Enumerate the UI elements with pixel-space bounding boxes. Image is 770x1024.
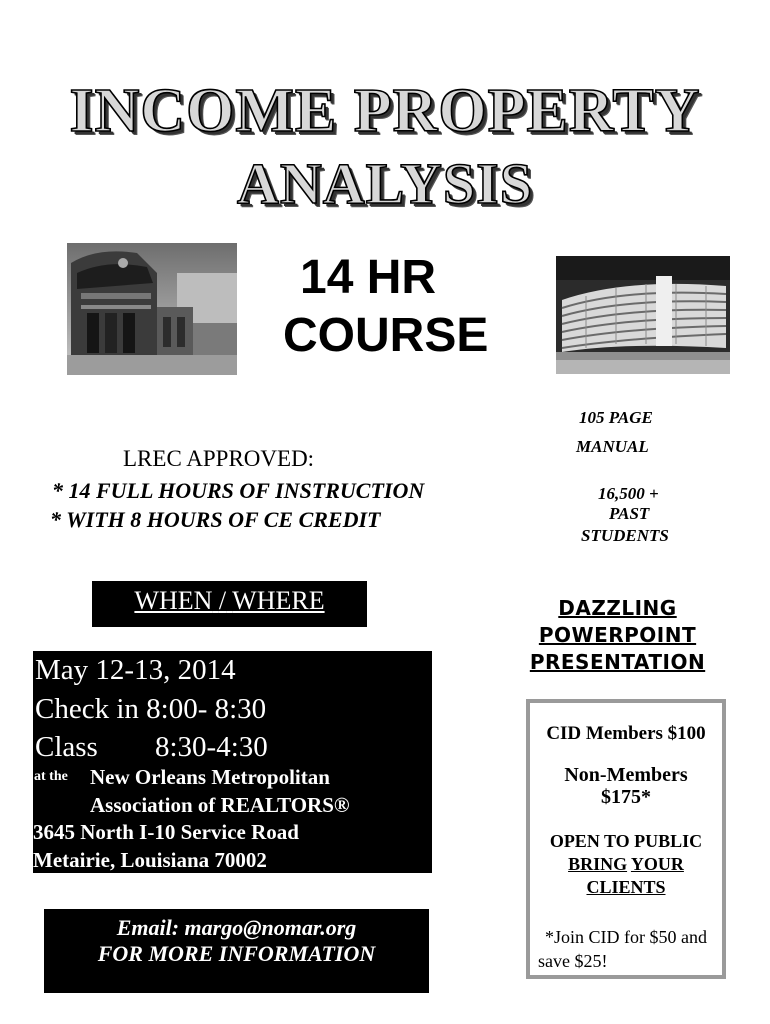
students-label: STUDENTS	[581, 526, 669, 545]
promo-text-2: POWERPOINT	[538, 623, 697, 647]
building-storefront-photo	[67, 243, 237, 375]
clients-word: CLIENTS	[586, 877, 666, 897]
label-separator: /	[218, 586, 227, 615]
course-hours: 14 HR	[300, 251, 437, 304]
contact-email[interactable]: Email: margo@nomar.org	[116, 915, 357, 940]
your-word: YOUR	[630, 854, 684, 874]
cid-member-price: CID Members $100	[546, 723, 706, 744]
manual-label: MANUAL	[576, 437, 649, 456]
open-to-public: OPEN TO PUBLIC	[549, 831, 703, 851]
non-member-price: $175*	[601, 786, 651, 808]
course-label: COURSE	[283, 309, 489, 362]
approval-bullet-ce: * WITH 8 HOURS OF CE CREDIT	[50, 507, 381, 532]
event-address-line-1: 3645 North I-10 Service Road	[33, 820, 299, 844]
join-cid-line-2: save $25!	[538, 951, 608, 971]
event-venue-line-2: Association of REALTORS®	[90, 793, 350, 817]
when-label: WHEN	[134, 586, 213, 615]
event-details-box	[33, 651, 432, 873]
title-line-2: ANALYSIS	[237, 151, 533, 216]
students-count: 16,500 +	[598, 484, 659, 503]
promo-text-1: DAZZLING	[558, 596, 677, 620]
title-line-1: INCOME PROPERTY	[69, 77, 701, 145]
event-class-label: Class	[35, 731, 98, 763]
contact-more-info: FOR MORE INFORMATION	[97, 941, 376, 966]
promo-text-3: PRESENTATION	[529, 650, 706, 674]
when-where-label	[92, 586, 367, 616]
pricing-box	[526, 699, 726, 979]
bring-your-line	[530, 854, 722, 875]
approval-bullet-hours: * 14 FULL HOURS OF INSTRUCTION	[52, 478, 425, 503]
promo-line-1	[520, 596, 715, 620]
event-at: at the	[34, 769, 68, 784]
promo-line-2	[520, 623, 715, 647]
event-address-line-2: Metairie, Louisiana 70002	[33, 848, 267, 872]
manual-pages: 105 PAGE	[579, 408, 653, 427]
event-class-time: 8:30-4:30	[155, 731, 268, 763]
bring-word: BRING	[568, 854, 628, 874]
contact-box	[44, 909, 429, 993]
join-cid-line-1: *Join CID for $50 and	[545, 927, 707, 947]
event-checkin: Check in 8:00- 8:30	[35, 693, 267, 725]
lrec-approved-heading: LREC APPROVED:	[123, 446, 315, 471]
office-building-photo	[556, 256, 730, 374]
event-date: May 12-13, 2014	[35, 654, 236, 686]
promo-line-3	[520, 650, 715, 674]
event-venue-line-1: New Orleans Metropolitan	[90, 765, 330, 789]
non-member-label: Non-Members	[564, 764, 688, 786]
where-label: WHERE	[232, 586, 325, 615]
students-past: PAST	[609, 504, 650, 523]
